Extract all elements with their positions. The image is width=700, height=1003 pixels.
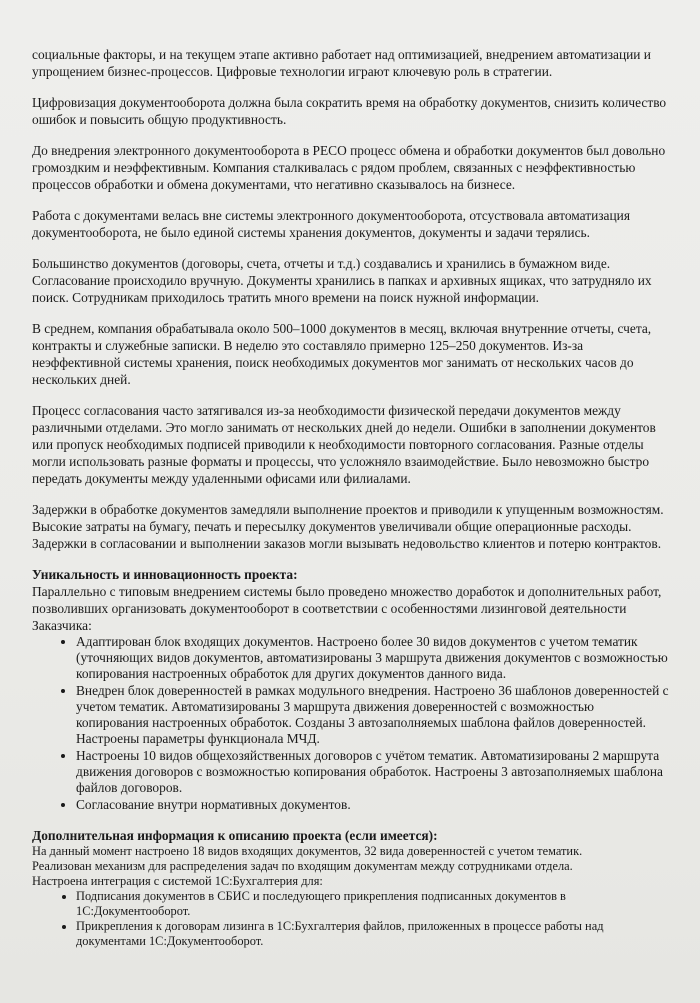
list-item: • Прикрепления к договорам лизинга в 1С:Бухгалтерия файлов, приложенных в процессе работы над документами 1С:Документооборот. [76, 919, 670, 949]
list-item: • Внедрен блок доверенностей в рамках модульного внедрения. Настроено 36 шаблонов доверенностей с учетом тематик. Автоматизированы 3 маршрута движения доверенностей с возможностью копирования настроенных обработок. Созданы 3 автозаполняемых шаблона файлов доверенностей. Настроены параметры функционала МЧД. [76, 683, 670, 747]
list-item: • Согласование внутри нормативных документов. [76, 797, 670, 813]
paragraph-2: Цифровизация документооборота должна была сократить время на обработку документов, снизить количество ошибок и повысить общую продуктивность. [32, 95, 667, 127]
paragraph-7: Процесс согласования часто затягивался из-за необходимости физической передачи документов между различными отделами. Это могло занимать от нескольких дней до недели. Ошибки в заполнении документов или пропуск необходимых подписей приводили к необходимости повторного согласования. Разные отделы могли использовать разные форматы и процессы, что усложняло взаимодействие. Было невозможно быстро передать документы между удаленными офисами или филиалами. [32, 403, 656, 486]
additional-section [32, 827, 670, 949]
additional-line-3: Настроена интеграция с системой 1С:Бухгалтерия для: [32, 874, 323, 888]
additional-line-1: На данный момент настроено 18 видов входящих документов, 32 вида доверенностей с учетом тематик. [32, 844, 583, 858]
uniqueness-title: Уникальность и инновационность проекта: [32, 567, 298, 582]
additional-list [32, 889, 670, 949]
uniqueness-section [32, 566, 670, 813]
paragraph-5: Большинство документов (договоры, счета, отчеты и т.д.) создавались и хранились в бумажном виде. Согласование происходило вручную. Документы хранились в папках и архивных ящиках, что затрудняло их поиск. Сотрудникам приходилось тратить много времени на поиск нужной информации. [32, 256, 652, 305]
list-item: • Настроены 10 видов общехозяйственных договоров с учётом тематик. Автоматизированы 2 маршрута движения договоров с возможностью копирования обработок. Настроены 3 автозаполняемых шаблона файлов договоров. [76, 748, 670, 796]
paragraph-8: Задержки в обработке документов замедляли выполнение проектов и приводили к упущенным возможностям. Высокие затраты на бумагу, печать и пересылку документов увеличивали общие операционные расходы. Задержки в согласовании и выполнении заказов могли вызывать недовольство клиентов и потерю контрактов. [32, 502, 664, 551]
paragraph-3: До внедрения электронного документооборота в РЕСО процесс обмена и обработки документов был довольно громоздким и неэффективным. Компания сталкивалась с рядом проблем, связанных с неэффективностью процессов обработки и обмена документами, что негативно сказывалось на бизнесе. [32, 143, 666, 192]
paragraph-1: социальные факторы, и на текущем этапе активно работает над оптимизацией, внедрением автоматизации и упрощением бизнес-процессов. Цифровые технологии играют ключевую роль в стратегии. [32, 47, 651, 79]
list-item: • Подписания документов в СБИС и последующего прикрепления подписанных документов в 1С:Документооборот. [76, 889, 670, 919]
paragraph-6: В среднем, компания обрабатывала около 500–1000 документов в месяц, включая внутренние отчеты, счета, контракты и служебные записки. В неделю это составляло примерно 125–250 документов. Из-за неэффективной системы хранения, поиск необходимых документов мог занимать от нескольких часов до нескольких дней. [32, 321, 652, 387]
additional-line-2: Реализован механизм для распределения задач по входящим документам между сотрудниками отдела. [32, 859, 573, 873]
paragraph-4: Работа с документами велась вне системы электронного документооборота, отсуствовала автоматизация документооборота, не было единой системы хранения документов, документы и задачи терялись. [32, 208, 630, 240]
uniqueness-list [32, 634, 670, 813]
additional-title: Дополнительная информация к описанию проекта (если имеется): [32, 828, 438, 843]
uniqueness-intro: Параллельно с типовым внедрением системы было проведено множество доработок и дополнительных работ, позволивших организовать документооборот в соответствии с особенностями лизинговой деятельности Заказчика: [32, 584, 662, 633]
list-item: • Адаптирован блок входящих документов. Настроено более 30 видов документов с учетом тематик (уточняющих видов документов, автоматизированы 3 маршрута движения документов с возможностью копирования настроенных обработок для других документов данного вида. [76, 634, 670, 682]
